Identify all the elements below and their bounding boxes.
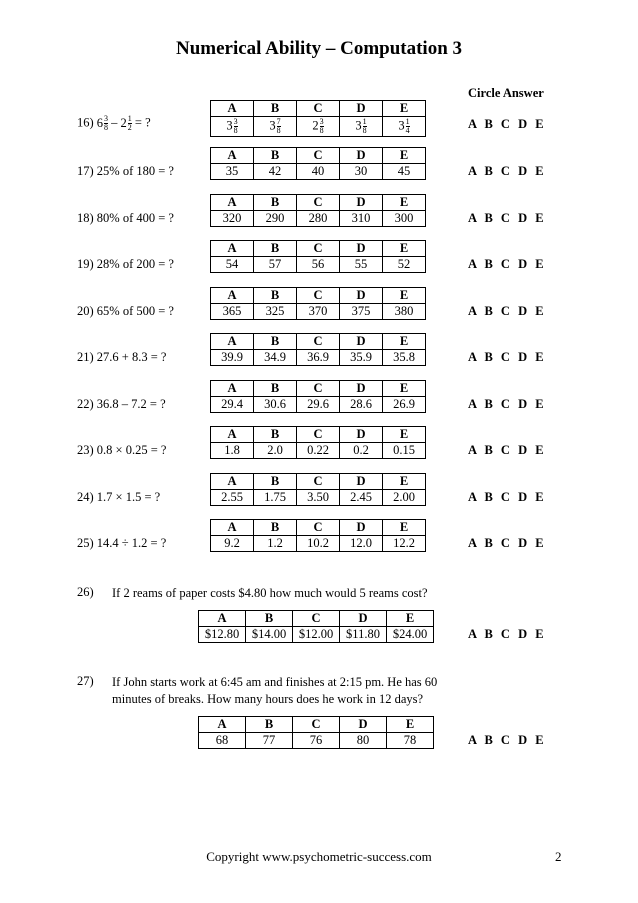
option-d-label: D [340,287,383,303]
option-c-label: C [297,380,340,396]
option-a-label: A [211,287,254,303]
option-e-value: 300 [383,210,426,226]
option-b-label: B [254,334,297,350]
options-table [198,716,434,749]
option-c-value: 76 [293,733,340,749]
answer-choices[interactable]: A B C D E [468,164,544,178]
option-c-label: C [297,334,340,350]
option-c-label: C [297,194,340,210]
option-d-value: 3 $\frac{1}{8}$ [340,117,383,137]
option-d-label: D [340,611,387,627]
option-d-value: 0.2 [340,443,383,459]
option-d-value: 310 [340,210,383,226]
option-c-value: 29.6 [297,396,340,412]
answer-choices[interactable]: A B C D E [468,443,544,457]
option-e-value: 3 $\frac{1}{4}$ [383,117,426,137]
question-16 [0,100,638,134]
option-b-label: B [254,473,297,489]
options-table [210,519,426,552]
question-27-options-row [0,716,638,750]
option-a-label: A [211,427,254,443]
answer-choices[interactable]: A B C D E [468,117,544,131]
question-23 [0,426,638,460]
question-text: 25) 14.4 ÷ 1.2 = ? [77,536,167,550]
answer-choices[interactable]: A B C D E [468,489,544,504]
option-d-value: 2.45 [340,489,383,505]
answer-choices[interactable]: A B C D E [468,257,544,271]
options-table [210,473,426,506]
option-a-value: 39.9 [211,350,254,366]
option-e-value: 12.2 [383,536,426,552]
option-c-value: $12.00 [293,627,340,643]
option-d-label: D [340,148,383,164]
question-21 [0,333,638,367]
option-b-label: B [254,148,297,164]
option-d-value: 80 [340,733,387,749]
option-a-value: 3 $\frac{3}{8}$ [211,117,254,137]
footer-copyright: Copyright www.psychometric-success.com [206,849,432,864]
option-a-label: A [211,380,254,396]
option-b-value: 1.75 [254,489,297,505]
option-c-label: C [297,101,340,117]
option-a-value: 2.55 [211,489,254,505]
option-e-value: 45 [383,164,426,180]
option-d-label: D [340,520,383,536]
option-a-label: A [211,520,254,536]
options-table [210,426,426,459]
option-c-label: C [297,427,340,443]
options-table [210,194,426,227]
option-a-value: 320 [211,210,254,226]
question-16-text: 16) 6 $\frac{3}{8}$ – 2 $\frac{1}{2}$ = ? [77,114,151,132]
option-d-label: D [340,380,383,396]
option-a-label: A [211,334,254,350]
option-e-value: 26.9 [383,396,426,412]
option-e-label: E [383,287,426,303]
option-a-value: 29.4 [211,396,254,412]
question-text: 19) 28% of 200 = ? [77,257,174,271]
option-e-value: 2.00 [383,489,426,505]
option-d-label: D [340,194,383,210]
option-d-label: D [340,101,383,117]
options-table [198,610,434,643]
question-number: 26) [77,585,94,599]
option-b-value: 1.2 [254,536,297,552]
option-c-value: 40 [297,164,340,180]
option-a-value: 1.8 [211,443,254,459]
option-e-value: 0.15 [383,443,426,459]
option-c-label: C [297,520,340,536]
question-22 [0,380,638,414]
option-b-label: B [254,380,297,396]
option-c-label: C [293,611,340,627]
question-number: 27) [77,674,94,688]
options-table [210,380,426,413]
option-e-value: $24.00 [387,627,434,643]
answer-choices[interactable]: A B C D E [468,210,544,225]
option-c-value: 280 [297,210,340,226]
page-title: Numerical Ability – Computation 3 [175,38,463,59]
option-d-label: D [340,241,383,257]
option-d-value: 35.9 [340,350,383,366]
page-number: 2 [555,849,562,864]
option-a-label: A [211,194,254,210]
question-text: 18) 80% of 400 = ? [77,210,174,225]
question-24 [0,473,638,507]
option-c-label: C [293,717,340,733]
option-c-label: C [297,473,340,489]
option-b-label: B [254,194,297,210]
option-c-value: 3.50 [297,489,340,505]
option-b-label: B [246,611,293,627]
option-a-value: 54 [211,257,254,273]
option-b-label: B [254,287,297,303]
option-e-value: 380 [383,303,426,319]
option-e-label: E [383,241,426,257]
option-d-value: 30 [340,164,383,180]
option-a-label: A [211,241,254,257]
option-d-label: D [340,334,383,350]
option-d-value: $11.80 [340,627,387,643]
option-b-value: 34.9 [254,350,297,366]
options-table [210,240,426,273]
option-a-label: A [211,101,254,117]
answer-choices[interactable]: A B C D E [468,396,544,411]
option-e-label: E [383,427,426,443]
option-a-value: 9.2 [211,536,254,552]
option-c-value: 0.22 [297,443,340,459]
question-text: 21) 27.6 + 8.3 = ? [77,350,167,364]
option-e-value: 52 [383,257,426,273]
option-d-label: D [340,427,383,443]
option-a-value: 365 [211,303,254,319]
option-c-value: 10.2 [297,536,340,552]
option-a-label: A [211,473,254,489]
option-d-label: D [340,473,383,489]
option-a-value: 68 [199,733,246,749]
option-b-label: B [254,520,297,536]
option-b-value: 325 [254,303,297,319]
option-e-label: E [383,334,426,350]
option-e-label: E [383,380,426,396]
option-d-value: 28.6 [340,396,383,412]
option-e-label: E [383,520,426,536]
option-c-value: 2 $\frac{3}{8}$ [297,117,340,137]
option-e-label: E [383,101,426,117]
circle-answer-label: Circle Answer [468,86,544,100]
option-e-value: 78 [387,733,434,749]
question-text: 20) 65% of 500 = ? [77,303,174,318]
option-d-value: 55 [340,257,383,273]
question-20 [0,287,638,321]
question-text: If John starts work at 6:45 am and finishes at 2:15 pm. He has 60 minutes of breaks. How many hours does he work in 12 days? [112,675,438,706]
question-text: 17) 25% of 180 = ? [77,164,174,178]
options-table [210,287,426,320]
option-d-label: D [340,717,387,733]
question-19 [0,240,638,274]
option-c-value: 370 [297,303,340,319]
option-e-label: E [383,473,426,489]
option-c-value: 56 [297,257,340,273]
answer-choices[interactable]: A B C D E [468,536,544,550]
option-b-label: B [246,717,293,733]
answer-choices[interactable]: A B C D E [468,303,544,318]
option-b-value: $14.00 [246,627,293,643]
question-text: 24) 1.7 × 1.5 = ? [77,489,161,504]
option-c-label: C [297,287,340,303]
question-text: 23) 0.8 × 0.25 = ? [77,443,167,457]
option-a-label: A [199,717,246,733]
option-a-value: 35 [211,164,254,180]
option-e-label: E [387,717,434,733]
option-a-label: A [199,611,246,627]
option-d-value: 375 [340,303,383,319]
option-b-value: 42 [254,164,297,180]
question-26-options-row [0,610,638,644]
option-b-value: 2.0 [254,443,297,459]
answer-choices[interactable]: A B C D E [468,627,544,641]
question-text: 22) 36.8 – 7.2 = ? [77,396,166,411]
option-e-label: E [387,611,434,627]
option-c-label: C [297,148,340,164]
options-table [210,333,426,366]
option-b-label: B [254,427,297,443]
answer-choices[interactable]: A B C D E [468,350,544,364]
question-25 [0,519,638,553]
option-b-label: B [254,101,297,117]
option-b-value: 77 [246,733,293,749]
option-c-value: 36.9 [297,350,340,366]
option-b-value: 57 [254,257,297,273]
options-table [210,147,426,180]
options-table [210,100,426,137]
question-text: If 2 reams of paper costs $4.80 how much would 5 reams cost? [112,586,428,600]
question-18 [0,194,638,228]
option-e-label: E [383,148,426,164]
option-e-value: 35.8 [383,350,426,366]
option-b-value: 290 [254,210,297,226]
option-b-value: 30.6 [254,396,297,412]
option-a-value: $12.80 [199,627,246,643]
option-b-value: 3 $\frac{7}{8}$ [254,117,297,137]
question-17 [0,147,638,181]
option-a-label: A [211,148,254,164]
option-d-value: 12.0 [340,536,383,552]
option-b-label: B [254,241,297,257]
option-e-label: E [383,194,426,210]
answer-choices[interactable]: A B C D E [468,733,544,747]
option-c-label: C [297,241,340,257]
